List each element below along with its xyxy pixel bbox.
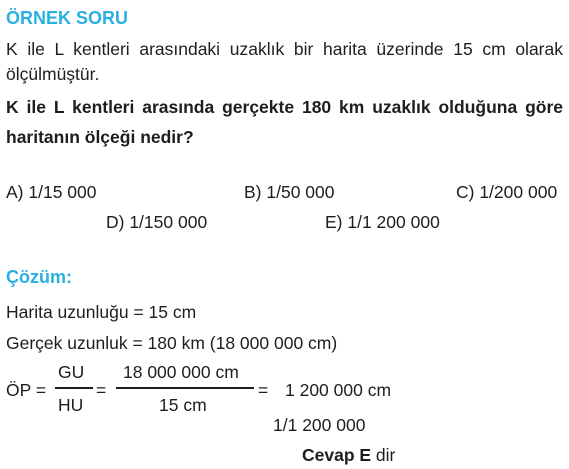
fraction-1-bar	[55, 387, 93, 389]
solution-heading: Çözüm:	[6, 267, 72, 287]
formula-equals-1: =	[96, 380, 107, 400]
fraction-2-numerator: 18 000 000 cm	[123, 362, 239, 382]
fraction-2-bar	[116, 387, 254, 389]
real-length-line: Gerçek uzunluk = 180 km (18 000 000 cm)	[6, 333, 338, 353]
option-c: C) 1/200 000	[456, 182, 558, 202]
option-b: B) 1/50 000	[244, 182, 335, 202]
formula-equals-2: =	[258, 380, 269, 400]
option-e: E) 1/1 200 000	[325, 212, 440, 232]
answer-label: Cevap E	[302, 445, 372, 465]
fraction-2-denominator: 15 cm	[159, 395, 207, 415]
map-length-line: Harita uzunluğu = 15 cm	[6, 302, 197, 322]
question-text-line-2: ölçülmüştür.	[6, 64, 100, 84]
scale-result: 1/1 200 000	[273, 415, 366, 435]
question-bold-line-2: haritanın ölçeği nedir?	[6, 127, 194, 147]
answer-line	[302, 445, 395, 466]
formula-result: 1 200 000 cm	[285, 380, 392, 400]
option-a: A) 1/15 000	[6, 182, 97, 202]
question-text-line-1: K ile L kentleri arasındaki uzaklık bir harita üzerinde 15 cm olarak	[6, 39, 563, 59]
formula-lhs: ÖP =	[6, 380, 47, 400]
question-bold-line-1: K ile L kentleri arasında gerçekte 180 km uzaklık olduğuna göre	[6, 97, 563, 117]
fraction-1-numerator: GU	[58, 362, 85, 382]
answer-suffix: dir	[371, 445, 396, 465]
fraction-1-denominator: HU	[58, 395, 84, 415]
option-d: D) 1/150 000	[106, 212, 208, 232]
example-question-heading: ÖRNEK SORU	[6, 8, 129, 28]
